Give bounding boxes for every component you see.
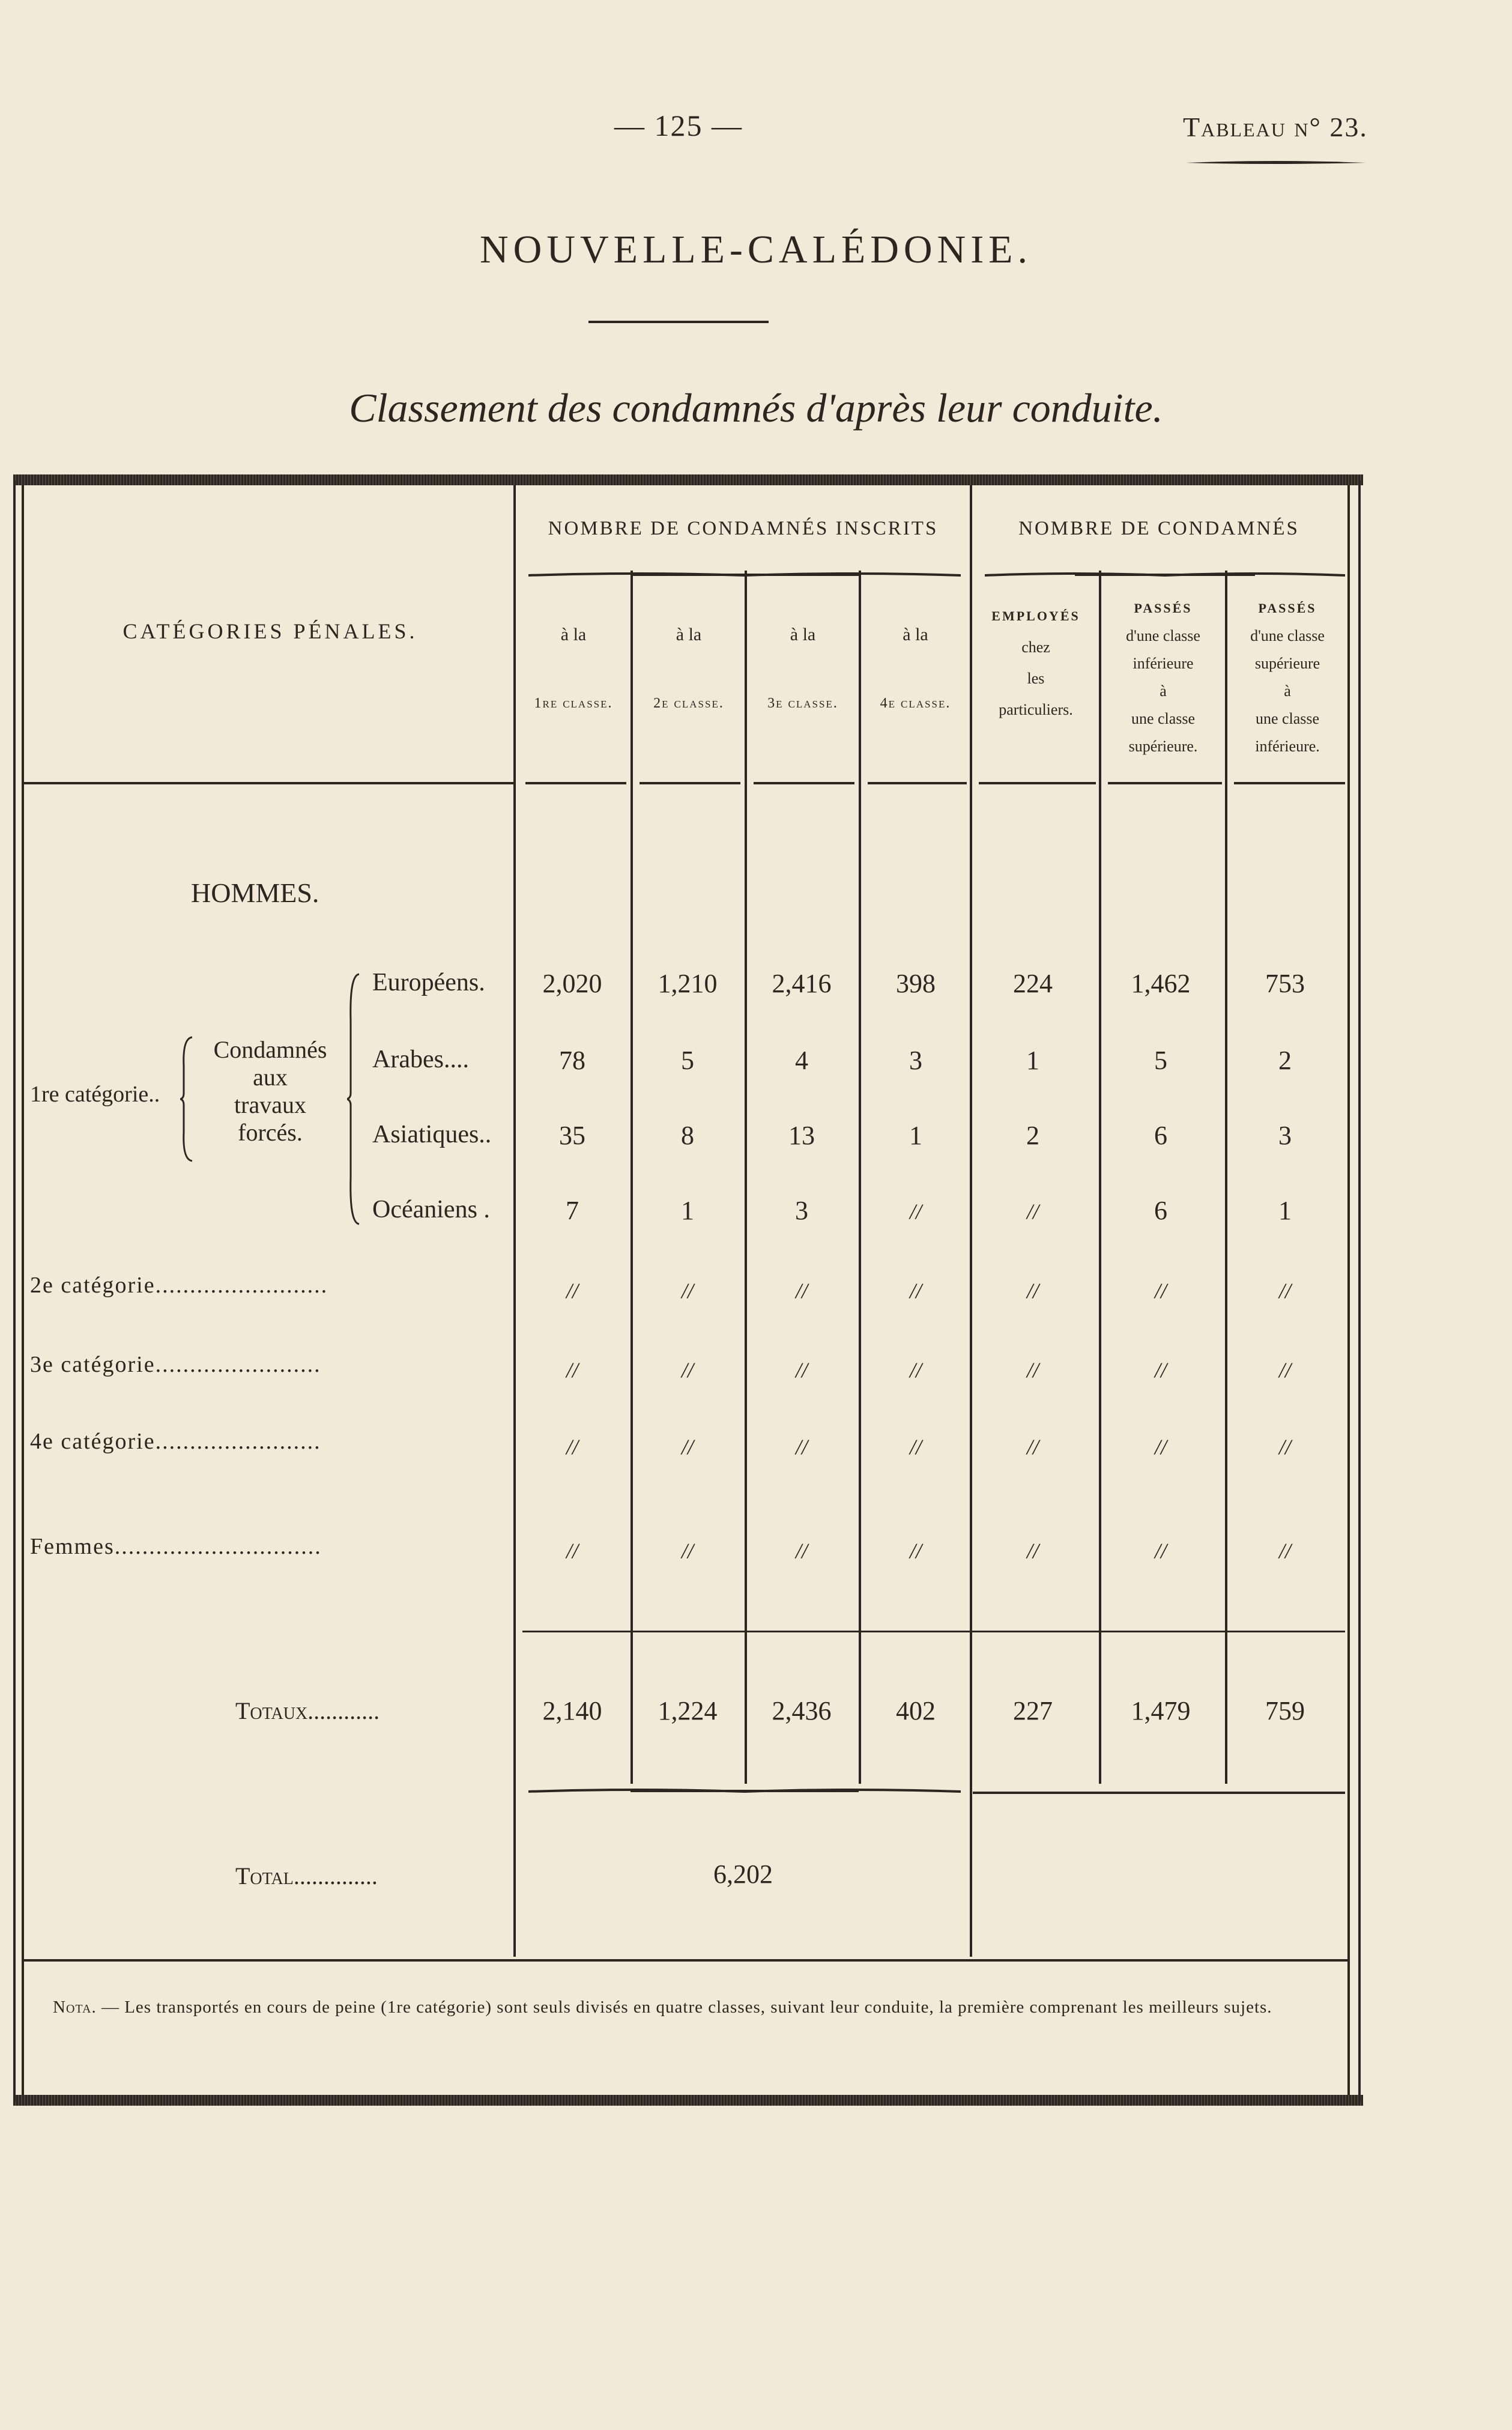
table-cell: // [795,1279,808,1303]
table-bottom-border [13,2095,1363,2106]
table-cell: // [1154,1539,1167,1563]
table-reference-rule [1186,157,1366,161]
table-left-border [13,480,16,2102]
total-cell: 2,436 [772,1696,832,1726]
table-cell: // [1026,1279,1039,1303]
table-cell: // [566,1435,578,1459]
table-cell: 1,210 [658,969,718,998]
table-cell: 1,462 [1131,969,1191,998]
total-cell: 402 [896,1696,936,1726]
table-cell: // [909,1358,922,1382]
group1-brace-rule [528,571,961,580]
header-rule [525,782,626,784]
table-cell: // [1278,1279,1291,1303]
header-rule [1108,782,1222,784]
total-cell: 1,224 [658,1696,718,1726]
table-cell: // [566,1358,578,1382]
table-cell: 35 [559,1121,585,1150]
table-cell: 2 [1278,1046,1292,1075]
table-cell: // [681,1358,694,1382]
table-cell: 5 [681,1046,694,1075]
table-cell: // [1278,1435,1291,1459]
nota-rule [22,1959,1347,1962]
table-cell: 4 [795,1046,808,1075]
table-cell: // [795,1435,808,1459]
table-cell: 3 [1278,1121,1292,1150]
table-cell: 3 [795,1196,808,1225]
column-separator [631,571,633,1784]
header-rule [754,782,854,784]
total-rule [973,1792,1345,1794]
row-label-cat2: 2e catégorie......................... [30,1273,328,1298]
row-label-asiatiques: Asiatiques.. [372,1121,492,1148]
table-cell: // [909,1435,922,1459]
table-cell: // [1026,1199,1039,1223]
table-cell: // [1026,1539,1039,1563]
subgroup-brace [347,973,360,1225]
nota-text: — Les transportés en cours de peine (1re catégorie) sont seuls divisés en quatre classes, suivant leur conduite, la première comprenant les meilleurs sujets. [101,1998,1272,2017]
table-cell: 2 [1026,1121,1039,1150]
total-cell: 759 [1265,1696,1305,1726]
table-cell: // [909,1199,922,1223]
header-rule [1234,782,1345,784]
table-cell: // [681,1279,694,1303]
table-cell: 398 [896,969,936,998]
table-cell: 78 [559,1046,585,1075]
row-label-femmes: Femmes.............................. [30,1534,322,1559]
totaux-label: Totaux............ [235,1697,380,1724]
row-label-cat3: 3e catégorie........................ [30,1352,321,1377]
table-cell: // [566,1539,578,1563]
table-cell: // [795,1539,808,1563]
totals-rule [522,1631,1345,1632]
table-cell: 1 [1278,1196,1292,1225]
row-label-arabes: Arabes.... [372,1046,469,1073]
table-reference: Tableau n° 23. [1183,112,1368,142]
page-title: NOUVELLE-CALÉDONIE. [480,228,1032,271]
col-header-class2: à la 2e classe. [653,625,724,711]
total-cell: 227 [1013,1696,1053,1726]
table-cell: // [566,1279,578,1303]
col-header-class4: à la 4e classe. [880,625,951,711]
nota-lead: Nota. [53,1998,97,2017]
group2-brace-rule [985,571,1345,580]
table-cell: // [1154,1435,1167,1459]
table-cell: // [1278,1539,1291,1563]
table-cell: // [1154,1358,1167,1382]
table-cell: 5 [1154,1046,1167,1075]
table-cell: 7 [566,1196,579,1225]
row-label-oceaniens: Océaniens . [372,1196,490,1223]
table-cell: // [795,1358,808,1382]
col-header-employes: EMPLOYÉS chez les particuliers. [991,608,1080,718]
col-header-passes-up: PASSÉS d'une classe inférieure à une classe supérieure. [1126,601,1200,755]
column-separator [859,571,861,1784]
table-cell: // [909,1539,922,1563]
total-cell: 2,140 [542,1696,602,1726]
table-right-inner-border [1347,485,1350,2095]
table-top-border [13,474,1363,485]
header-rule [640,782,740,784]
table-cell: // [681,1435,694,1459]
table-cell: // [1154,1279,1167,1303]
cat1-brace [180,1036,193,1162]
row-header: CATÉGORIES PÉNALES. [122,619,418,643]
table-cell: 753 [1265,969,1305,998]
col-header-class1: à la 1re classe. [534,625,613,711]
table-right-border [1358,480,1361,2102]
table-cell: 1 [681,1196,694,1225]
header-rule [979,782,1096,784]
nota [53,1993,1332,2022]
table-cell: 3 [909,1046,922,1075]
col-header-passes-down: PASSÉS d'une classe supérieure à une classe inférieure. [1250,601,1325,755]
total-label: Total.............. [235,1862,378,1889]
column-separator [745,571,747,1784]
table-cell: 224 [1013,969,1053,998]
group1-header: NOMBRE DE CONDAMNÉS INSCRITS [548,518,939,539]
table-cell: // [1026,1435,1039,1459]
page-subtitle: Classement des condamnés d'après leur conduite. [349,385,1163,431]
total-cell: 1,479 [1131,1696,1191,1726]
col-header-class3: à la 3e classe. [767,625,838,711]
table-cell: // [1026,1358,1039,1382]
table-cell: 1 [1026,1046,1039,1075]
table-cell: 13 [788,1121,815,1150]
section-hommes: HOMMES. [191,877,319,908]
row-label-europeens: Européens. [372,969,485,996]
table-cell: // [681,1539,694,1563]
cat1-label: 1re catégorie.. [30,1082,160,1107]
table-cell: // [1278,1358,1291,1382]
table-cell: 2,020 [542,969,602,998]
header-rule [868,782,967,784]
cat1-subgroup: Condamnés aux travaux forcés. [213,1036,327,1146]
table-cell: // [909,1279,922,1303]
table-cell: 2,416 [772,969,832,998]
row-label-cat4: 4e catégorie........................ [30,1429,321,1454]
table-left-inner-border [22,485,24,2095]
table-cell: 6 [1154,1196,1167,1225]
totals-brace-rule [528,1787,961,1796]
table-cell: 8 [681,1121,694,1150]
table-cell: 6 [1154,1121,1167,1150]
table-cell: 1 [909,1121,922,1150]
title-rule [588,321,769,323]
grand-total-value: 6,202 [713,1859,773,1889]
page-number: — 125 — [614,109,743,142]
group2-header: NOMBRE DE CONDAMNÉS [1018,518,1299,539]
header-rule [22,782,514,784]
